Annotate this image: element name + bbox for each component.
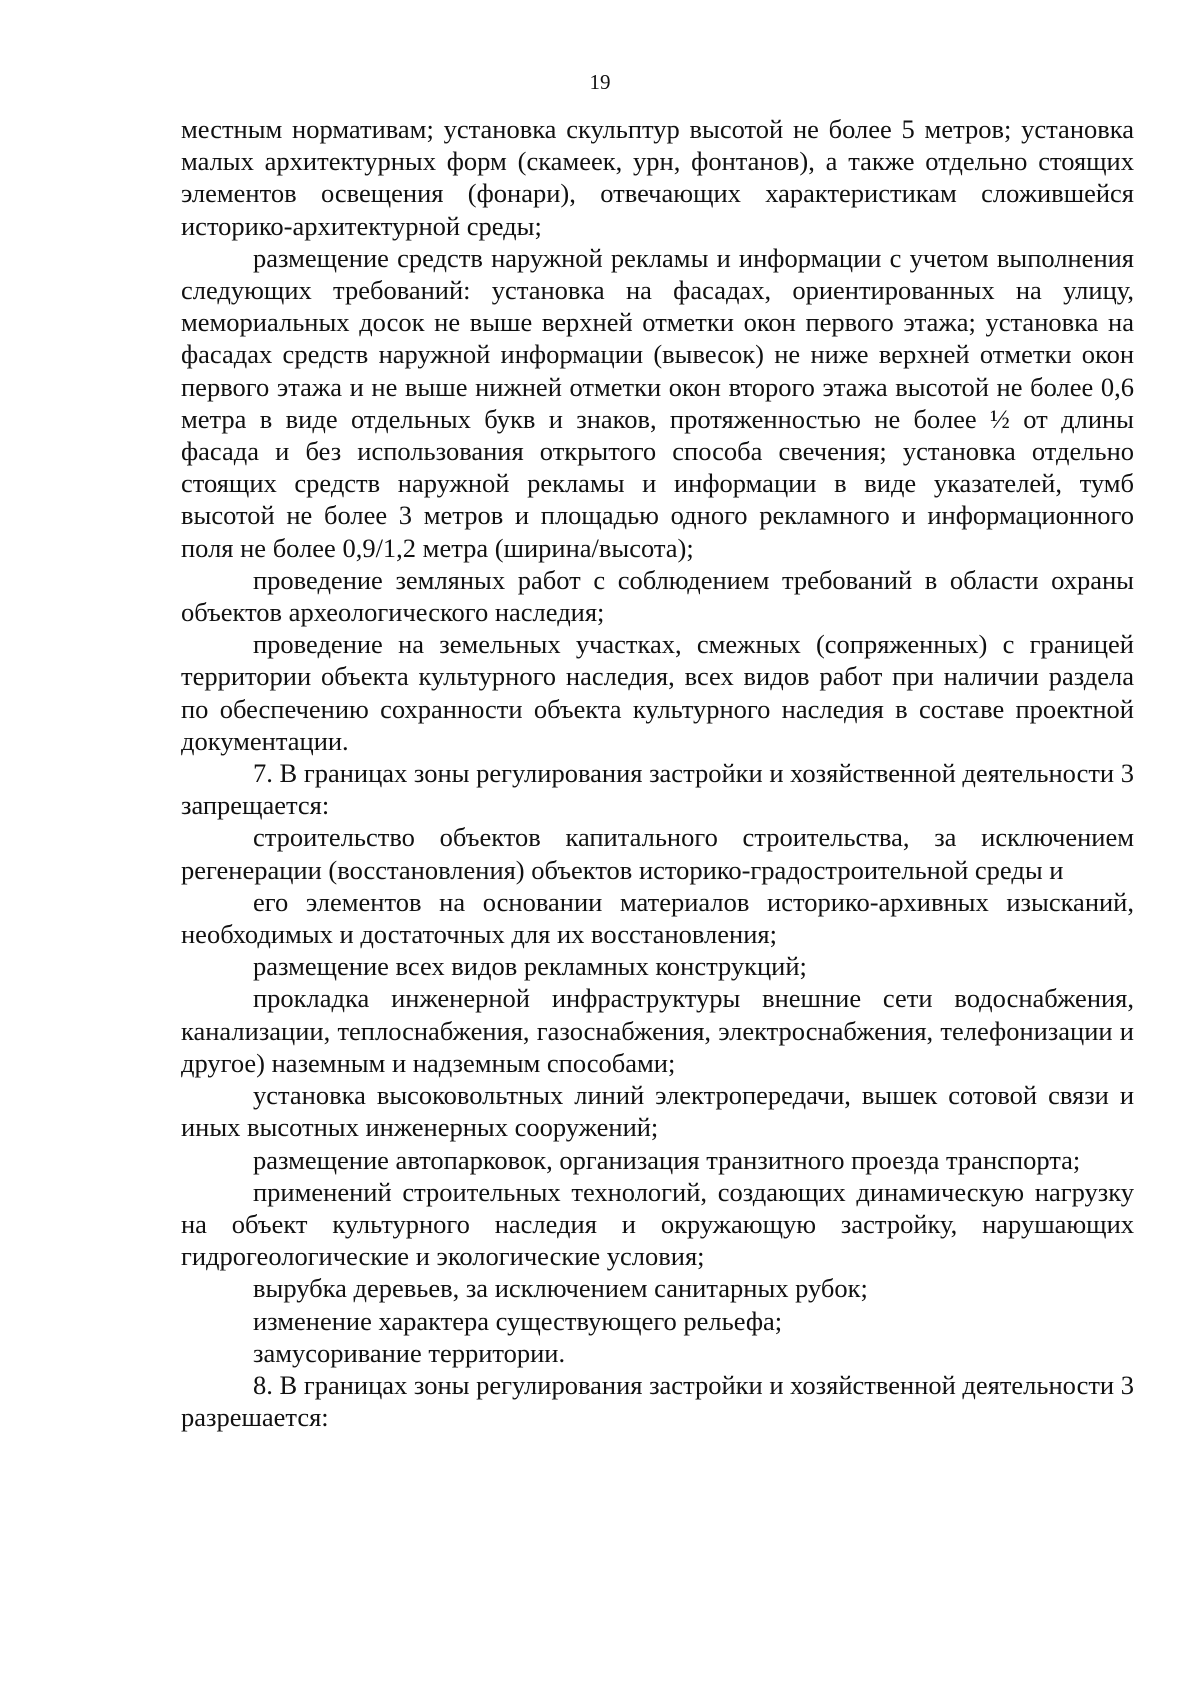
paragraph-elements-restoration: его элементов на основании материалов историко-архивных изысканий, необходимых и достаточных для их восстановления; <box>181 886 1134 950</box>
paragraph-engineering-networks: прокладка инженерной инфраструктуры внешние сети водоснабжения, канализации, теплоснабжения, газоснабжения, электроснабжения, телефонизации и другое) наземным и надземным способами; <box>181 983 1134 1078</box>
page-number: 19 <box>589 70 611 94</box>
paragraph-parking-transit: размещение автопарковок, организация транзитного проезда транспорта; <box>253 1144 1081 1175</box>
paragraph-relief-change: изменение характера существующего рельефа; <box>253 1305 783 1336</box>
paragraph-section-7-heading: 7. В границах зоны регулирования застройки и хозяйственной деятельности 3 запрещается: <box>181 758 1134 821</box>
paragraph-section-8-heading: 8. В границах зоны регулирования застройки и хозяйственной деятельности 3 разрешается: <box>181 1369 1134 1433</box>
paragraph-adjacent-works: проведение на земельных участках, смежных (сопряженных) с границей территории объекта культурного наследия, всех видов работ при наличии раздела по обеспечению сохранности объекта культурного наследия в составе проектной документации. <box>181 629 1134 756</box>
paragraph-continuation: местным нормативам; установка скульптур высотой не более 5 метров; установка малых архитектурных форм (скамеек, урн, фонтанов), а также отдельно стоящих элементов освещения (фонари), отвечающих характеристикам сложившейся историко-архитектурной среды; <box>181 114 1134 241</box>
paragraph-construction-technologies: применений строительных технологий, создающих динамическую нагрузку на объект культурного наследия и окружающую застройку, нарушающих гидрогеологические и экологические условия; <box>181 1176 1134 1272</box>
paragraph-advertising-requirements: размещение средств наружной рекламы и информации с учетом выполнения следующих требований: установка на фасадах, ориентированных на улицу, мемориальных досок не выше верхней отметки окон первого этажа; установка на фасадах средств наружной информации (вывесок) не ниже верхней отметки окон первого этажа и не выше нижней отметки окон второго этажа высотой не более 0,6 метра в виде отдельных букв и знаков, протяженностью не более ½ от длины фасада и без использования открытого способа свечения; установка отдельно стоящих средств наружной рекламы и информации в виде указателей, тумб высотой не более 3 метров и площадью одного рекламного и информационного поля не более 0,9/1,2 метра (ширина/высота); <box>181 242 1134 563</box>
paragraph-tree-cutting: вырубка деревьев, за исключением санитарных рубок; <box>253 1273 868 1304</box>
paragraph-high-voltage-lines: установка высоковольтных линий электропередачи, вышек сотовой связи и иных высотных инженерных сооружений; <box>181 1080 1134 1143</box>
paragraph-advertising-ban: размещение всех видов рекламных конструкций; <box>253 951 807 982</box>
paragraph-capital-construction: строительство объектов капитального строительства, за исключением регенерации (восстановления) объектов историко-градостроительной среды и <box>181 822 1134 885</box>
paragraph-earthworks: проведение земляных работ с соблюдением требований в области охраны объектов археологического наследия; <box>181 564 1134 628</box>
paragraph-littering: замусоривание территории. <box>253 1337 566 1368</box>
document-body <box>181 113 1134 1433</box>
